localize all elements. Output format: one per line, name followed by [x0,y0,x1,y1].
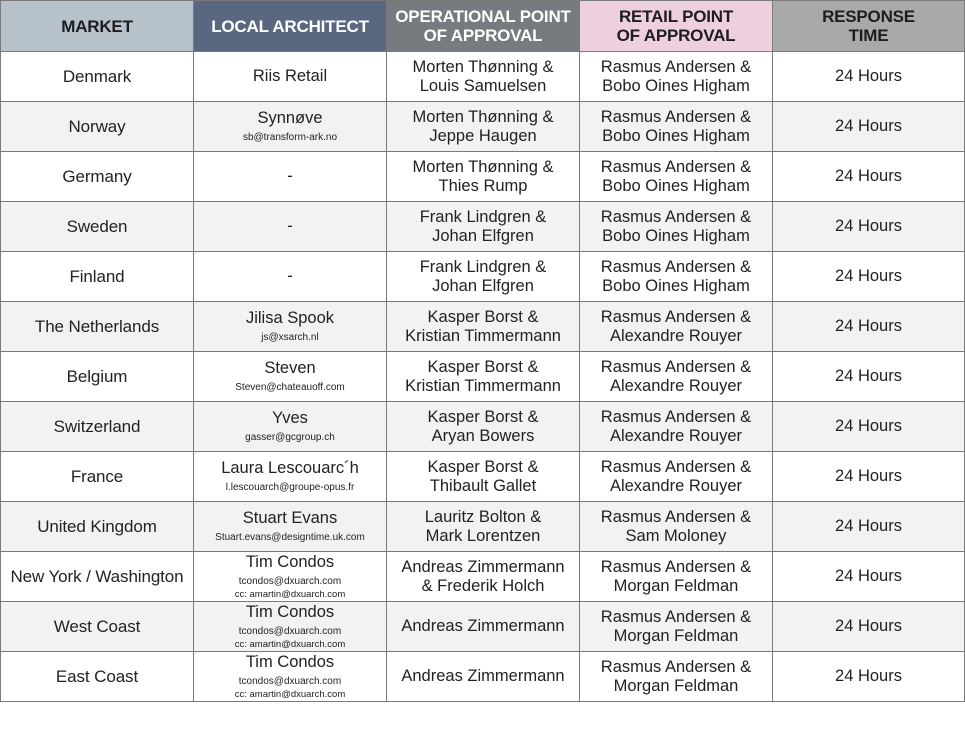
header-local-architect [194,1,387,52]
response-time-cell [773,402,965,452]
header-market [1,1,194,52]
response-time-cell [773,452,965,502]
architect-email: tcondos@dxuarch.com [238,575,342,587]
operational-approval-cell [387,402,580,452]
retail-approval-cell [580,302,773,352]
market-name: New York / Washington [10,567,184,586]
header-operational-line-2: OF APPROVAL [423,26,543,45]
market-cell [1,552,194,602]
response-time-value: 24 Hours [835,367,902,385]
table-row [1,502,965,552]
operational-contact-line: & Frederik Holch [421,576,545,595]
table-header [1,1,965,52]
response-time-value: 24 Hours [835,67,902,85]
operational-contact-line: Morten Thønning & [412,57,554,76]
architect-email: Stuart.evans@designtime.uk.com [215,532,365,543]
market-name: West Coast [53,617,141,636]
retail-contact-line: Rasmus Andersen & [600,357,752,376]
response-time-value: 24 Hours [835,267,902,285]
retail-contact-line: Alexandre Rouyer [609,326,743,345]
retail-contact-line: Rasmus Andersen & [600,557,752,576]
table-row [1,602,965,652]
retail-contact-line: Rasmus Andersen & [600,407,752,426]
operational-approval-cell [387,652,580,702]
architect-name: Synnøve [257,109,323,127]
market-cell [1,102,194,152]
operational-approval-cell [387,602,580,652]
operational-contact-line: Lauritz Bolton & [424,507,542,526]
retail-contact-line: Bobo Oines Higham [602,226,750,245]
market-name: Switzerland [53,417,141,436]
retail-contact-line: Alexandre Rouyer [609,426,743,445]
response-time-cell [773,52,965,102]
market-cell [1,202,194,252]
response-time-cell [773,602,965,652]
architect-name: - [287,267,293,285]
market-cell [1,152,194,202]
response-time-value: 24 Hours [835,167,902,185]
response-time-cell [773,352,965,402]
market-cell [1,352,194,402]
operational-approval-cell [387,52,580,102]
market-cell [1,502,194,552]
operational-contact-line: Kasper Borst & [427,307,539,326]
retail-approval-cell [580,252,773,302]
response-time-value: 24 Hours [835,617,902,635]
retail-approval-cell [580,52,773,102]
response-time-value: 24 Hours [835,467,902,485]
response-time-value: 24 Hours [835,567,902,585]
retail-contact-line: Sam Moloney [625,526,727,545]
operational-contact-line: Johan Elfgren [432,276,534,295]
table-row [1,552,965,602]
header-response-line-1: RESPONSE [822,7,915,26]
retail-contact-line: Morgan Feldman [613,576,739,595]
response-time-cell [773,202,965,252]
response-time-cell [773,252,965,302]
retail-approval-cell [580,102,773,152]
operational-contact-line: Mark Lorentzen [425,526,541,545]
response-time-cell [773,652,965,702]
header-operational-approval [387,1,580,52]
table-body [1,52,965,702]
response-time-cell [773,302,965,352]
retail-approval-cell [580,602,773,652]
architect-name: Jilisa Spook [245,309,335,327]
table-row [1,252,965,302]
local-architect-cell [194,452,387,502]
market-name: Germany [62,167,132,186]
table-row [1,52,965,102]
header-retail-approval [580,1,773,52]
retail-approval-cell [580,152,773,202]
market-cell [1,452,194,502]
architect-email: tcondos@dxuarch.com [238,675,342,687]
retail-contact-line: Rasmus Andersen & [600,107,752,126]
architect-name: Laura Lescouarc´h [221,459,359,477]
header-response-time [773,1,965,52]
retail-approval-cell [580,352,773,402]
local-architect-cell [194,52,387,102]
architect-email: sb@transform-ark.no [242,132,338,143]
architect-email: tcondos@dxuarch.com [238,625,342,637]
table-row [1,452,965,502]
operational-contact-line: Kristian Timmermann [405,326,561,345]
architect-email: Steven@chateauoff.com [235,382,345,393]
market-name: United Kingdom [37,517,157,536]
operational-contact-line: Kasper Borst & [427,457,539,476]
market-cell [1,52,194,102]
response-time-cell [773,152,965,202]
operational-contact-line: Andreas Zimmermann [401,557,565,576]
architect-email: gasser@gcgroup.ch [245,432,335,443]
operational-approval-cell [387,352,580,402]
architect-name: Riis Retail [252,67,328,85]
table-row [1,102,965,152]
local-architect-cell [194,602,387,652]
architect-name: Tim Condos [245,552,335,571]
response-time-cell [773,552,965,602]
response-time-value: 24 Hours [835,517,902,535]
operational-contact-line: Thibault Gallet [429,476,537,495]
retail-contact-line: Rasmus Andersen & [600,507,752,526]
architect-name: Yves [272,409,308,427]
table-row [1,302,965,352]
retail-approval-cell [580,202,773,252]
response-time-value: 24 Hours [835,667,902,685]
header-market-label: MARKET [61,16,133,36]
market-name: Belgium [66,367,128,386]
local-architect-cell [194,402,387,452]
market-cell [1,602,194,652]
architect-cc-email: cc: amartin@dxuarch.com [234,688,346,700]
operational-contact-line: Kristian Timmermann [405,376,561,395]
response-time-cell [773,502,965,552]
header-retail-line-1: RETAIL POINT [618,7,734,26]
response-time-value: 24 Hours [835,217,902,235]
local-architect-cell [194,502,387,552]
retail-contact-line: Rasmus Andersen & [600,257,752,276]
retail-contact-line: Rasmus Andersen & [600,307,752,326]
response-time-value: 24 Hours [835,417,902,435]
architect-name: Steven [264,359,316,377]
retail-contact-line: Rasmus Andersen & [600,57,752,76]
market-name: France [70,467,124,486]
retail-approval-cell [580,502,773,552]
response-time-value: 24 Hours [835,317,902,335]
market-cell [1,652,194,702]
header-local-architect-label: LOCAL ARCHITECT [211,16,369,36]
operational-contact-line: Morten Thønning & [412,107,554,126]
operational-approval-cell [387,202,580,252]
local-architect-cell [194,302,387,352]
table-row [1,352,965,402]
architect-cc-email: cc: amartin@dxuarch.com [234,588,346,600]
header-retail-line-2: OF APPROVAL [616,26,736,45]
operational-contact-line: Johan Elfgren [432,226,534,245]
operational-contact-line: Kasper Borst & [427,407,539,426]
operational-contact-line: Morten Thønning & [412,157,554,176]
local-architect-cell [194,652,387,702]
table-row [1,652,965,702]
local-architect-cell [194,552,387,602]
header-row [1,1,965,52]
header-response-line-2: TIME [848,26,889,45]
architect-name: Tim Condos [245,602,335,621]
retail-contact-line: Alexandre Rouyer [609,376,743,395]
retail-contact-line: Bobo Oines Higham [602,126,750,145]
retail-approval-cell [580,452,773,502]
operational-contact-line: Aryan Bowers [431,426,535,445]
retail-contact-line: Bobo Oines Higham [602,176,750,195]
operational-approval-cell [387,152,580,202]
architect-email: l.lescouarch@groupe-opus.fr [225,482,355,493]
response-time-value: 24 Hours [835,117,902,135]
retail-contact-line: Morgan Feldman [613,626,739,645]
local-architect-cell [194,202,387,252]
header-operational-line-1: OPERATIONAL POINT [395,7,571,26]
retail-approval-cell [580,552,773,602]
operational-approval-cell [387,102,580,152]
operational-approval-cell [387,302,580,352]
market-name: East Coast [55,667,139,686]
market-name: Norway [68,117,126,136]
retail-contact-line: Alexandre Rouyer [609,476,743,495]
operational-contact-line: Andreas Zimmermann [401,667,565,685]
operational-contact-line: Frank Lindgren & [419,207,547,226]
architect-name: - [287,167,293,185]
market-name: Sweden [66,217,128,236]
response-time-cell [773,102,965,152]
local-architect-cell [194,152,387,202]
retail-contact-line: Rasmus Andersen & [600,457,752,476]
architect-name: - [287,217,293,235]
market-name: Finland [69,267,125,286]
operational-approval-cell [387,502,580,552]
table-row [1,402,965,452]
operational-contact-line: Jeppe Haugen [429,126,537,145]
architect-name: Tim Condos [245,652,335,671]
operational-contact-line: Andreas Zimmermann [401,617,565,635]
retail-contact-line: Rasmus Andersen & [600,157,752,176]
retail-contact-line: Rasmus Andersen & [600,657,752,676]
architect-cc-email: cc: amartin@dxuarch.com [234,638,346,650]
retail-contact-line: Bobo Oines Higham [602,76,750,95]
retail-approval-cell [580,652,773,702]
market-name: The Netherlands [34,317,160,336]
architect-name: Stuart Evans [242,509,338,527]
operational-contact-line: Kasper Borst & [427,357,539,376]
retail-contact-line: Rasmus Andersen & [600,207,752,226]
retail-contact-line: Bobo Oines Higham [602,276,750,295]
operational-contact-line: Thies Rump [438,176,528,195]
local-architect-cell [194,252,387,302]
retail-contact-line: Morgan Feldman [613,676,739,695]
operational-contact-line: Frank Lindgren & [419,257,547,276]
retail-approval-cell [580,402,773,452]
operational-approval-cell [387,252,580,302]
operational-contact-line: Louis Samuelsen [419,76,547,95]
operational-approval-cell [387,552,580,602]
market-name: Denmark [62,67,132,86]
local-architect-cell [194,102,387,152]
operational-approval-cell [387,452,580,502]
market-cell [1,252,194,302]
local-architect-cell [194,352,387,402]
table-row [1,202,965,252]
market-cell [1,302,194,352]
retail-contact-line: Rasmus Andersen & [600,607,752,626]
table-row [1,152,965,202]
architect-email: js@xsarch.nl [261,332,319,343]
market-cell [1,402,194,452]
